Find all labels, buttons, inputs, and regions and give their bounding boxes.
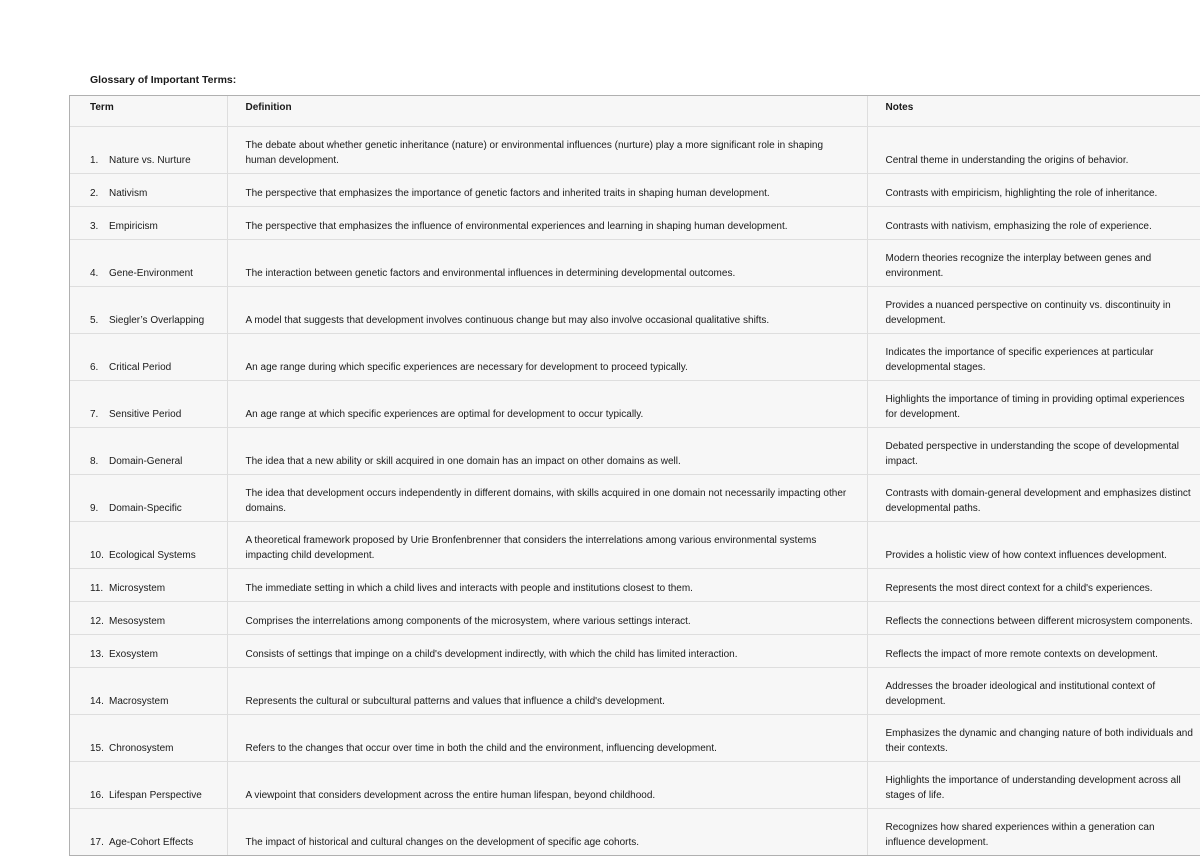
term-number: 11. — [90, 583, 104, 594]
definition-cell: Refers to the changes that occur over time in both the child and the environment, influencing development. — [227, 715, 867, 762]
term-text: Ecological Systems — [109, 550, 196, 561]
term-number: 17. — [90, 837, 104, 848]
definition-cell: The immediate setting in which a child lives and interacts with people and institutions closest to them. — [227, 569, 867, 602]
table-row — [70, 334, 1200, 381]
term-cell — [70, 475, 227, 522]
term-text: Gene-Environment — [109, 268, 193, 279]
definition-cell: A viewpoint that considers development across the entire human lifespan, beyond childhood. — [227, 762, 867, 809]
table-row — [70, 475, 1200, 522]
term-column-header: Term — [70, 96, 227, 127]
notes-cell: Central theme in understanding the origins of behavior. — [867, 127, 1200, 174]
table-row — [70, 569, 1200, 602]
notes-cell: Contrasts with empiricism, highlighting the role of inheritance. — [867, 174, 1200, 207]
term-cell — [70, 569, 227, 602]
glossary-body — [70, 127, 1200, 856]
notes-cell: Indicates the importance of specific experiences at particular developmental stages. — [867, 334, 1200, 381]
definition-cell: The debate about whether genetic inheritance (nature) or environmental influences (nurture) play a more significant role in shaping human development. — [227, 127, 867, 174]
notes-cell: Highlights the importance of timing in providing optimal experiences for development. — [867, 381, 1200, 428]
notes-column-header: Notes — [867, 96, 1200, 127]
table-row — [70, 668, 1200, 715]
term-text: Domain-Specific — [109, 503, 182, 514]
term-cell — [70, 809, 227, 856]
term-cell — [70, 762, 227, 809]
term-number: 3. — [90, 221, 99, 232]
definition-cell: The perspective that emphasizes the importance of genetic factors and inherited traits in shaping human development. — [227, 174, 867, 207]
term-cell — [70, 207, 227, 240]
term-number: 6. — [90, 362, 99, 373]
notes-cell: Highlights the importance of understanding development across all stages of life. — [867, 762, 1200, 809]
definition-cell: An age range during which specific experiences are necessary for development to proceed typically. — [227, 334, 867, 381]
notes-cell: Addresses the broader ideological and institutional context of development. — [867, 668, 1200, 715]
notes-cell: Recognizes how shared experiences within a generation can influence development. — [885, 822, 1155, 848]
term-number: 10. — [90, 550, 104, 561]
notes-cell: Emphasizes the dynamic and changing nature of both individuals and their contexts. — [867, 715, 1200, 762]
glossary-table — [70, 96, 1200, 855]
document-title: Glossary of Important Terms: — [90, 74, 237, 86]
table-row — [70, 522, 1200, 569]
term-text: Age-Cohort Effects — [109, 837, 194, 848]
term-text: Critical Period — [109, 362, 172, 373]
term-text: Nativism — [109, 188, 148, 199]
notes-cell: Debated perspective in understanding the scope of developmental impact. — [867, 428, 1200, 475]
table-row — [70, 635, 1200, 668]
notes-cell: Provides a holistic view of how context influences development. — [867, 522, 1200, 569]
table-row — [70, 381, 1200, 428]
term-text: Exosystem — [109, 649, 158, 660]
term-text: Siegler’s Overlapping — [109, 315, 205, 326]
glossary-table-container — [69, 95, 1200, 856]
term-text: Lifespan Perspective — [109, 790, 202, 801]
definition-cell: A model that suggests that development involves continuous change but may also involve occasional qualitative shifts. — [227, 287, 867, 334]
term-text: Nature vs. Nurture — [109, 155, 191, 166]
term-text: Macrosystem — [109, 696, 169, 707]
table-row — [70, 715, 1200, 762]
term-cell — [70, 715, 227, 762]
table-row — [70, 602, 1200, 635]
table-row — [70, 762, 1200, 809]
definition-cell: The interaction between genetic factors and environmental influences in determining developmental outcomes. — [227, 240, 867, 287]
definition-cell: The impact of historical and cultural changes on the development of specific age cohorts. — [227, 809, 867, 856]
definition-column-header: Definition — [227, 96, 867, 127]
definition-cell: The idea that development occurs independently in different domains, with skills acquired in one domain not necessarily impacting other domains. — [227, 475, 867, 522]
term-text: Sensitive Period — [109, 409, 182, 420]
term-number: 5. — [90, 315, 99, 326]
definition-cell: The perspective that emphasizes the influence of environmental experiences and learning in shaping human development. — [227, 207, 867, 240]
term-cell — [70, 381, 227, 428]
table-header-row — [70, 96, 1200, 127]
notes-cell: Reflects the connections between different microsystem components. — [867, 602, 1200, 635]
definition-cell: A theoretical framework proposed by Urie Bronfenbrenner that considers the interrelations among various environmental systems impacting child development. — [227, 522, 867, 569]
term-number: 14. — [90, 696, 104, 707]
table-row — [70, 287, 1200, 334]
term-number: 4. — [90, 268, 99, 279]
term-cell — [70, 127, 227, 174]
term-text: Domain-General — [109, 456, 183, 467]
term-cell — [70, 522, 227, 569]
notes-cell: Modern theories recognize the interplay between genes and environment. — [867, 240, 1200, 287]
notes-cell: Reflects the impact of more remote contexts on development. — [867, 635, 1200, 668]
term-text: Chronosystem — [109, 743, 174, 754]
term-text: Mesosystem — [109, 616, 166, 627]
term-cell — [70, 240, 227, 287]
table-row — [70, 428, 1200, 475]
notes-cell: Contrasts with nativism, emphasizing the role of experience. — [867, 207, 1200, 240]
definition-cell: The idea that a new ability or skill acquired in one domain has an impact on other domains as well. — [227, 428, 867, 475]
definition-cell: Consists of settings that impinge on a child's development indirectly, with which the child has limited interaction. — [227, 635, 867, 668]
table-row — [70, 240, 1200, 287]
definition-cell: Represents the cultural or subcultural patterns and values that influence a child's development. — [227, 668, 867, 715]
term-number: 8. — [90, 456, 99, 467]
term-number: 15. — [90, 743, 104, 754]
term-cell — [70, 334, 227, 381]
term-cell — [70, 428, 227, 475]
term-cell — [70, 174, 227, 207]
notes-cell: Contrasts with domain-general development and emphasizes distinct developmental paths. — [867, 475, 1200, 522]
term-number: 2. — [90, 188, 99, 199]
term-text: Microsystem — [109, 583, 166, 594]
term-number: 16. — [90, 790, 104, 801]
table-row — [70, 809, 1200, 856]
term-number: 1. — [90, 155, 99, 166]
term-number: 9. — [90, 503, 99, 514]
definition-cell: Comprises the interrelations among components of the microsystem, where various settings interact. — [227, 602, 867, 635]
term-cell — [70, 602, 227, 635]
table-row — [70, 127, 1200, 174]
term-number: 12. — [90, 616, 104, 627]
term-number: 7. — [90, 409, 99, 420]
term-text: Empiricism — [109, 221, 158, 232]
term-cell — [70, 635, 227, 668]
term-number: 13. — [90, 649, 104, 660]
notes-cell: Provides a nuanced perspective on continuity vs. discontinuity in development. — [867, 287, 1200, 334]
table-row — [70, 207, 1200, 240]
table-row — [70, 174, 1200, 207]
term-cell — [70, 668, 227, 715]
definition-cell: An age range at which specific experiences are optimal for development to occur typically. — [227, 381, 867, 428]
term-cell — [70, 287, 227, 334]
notes-cell: Represents the most direct context for a child's experiences. — [867, 569, 1200, 602]
